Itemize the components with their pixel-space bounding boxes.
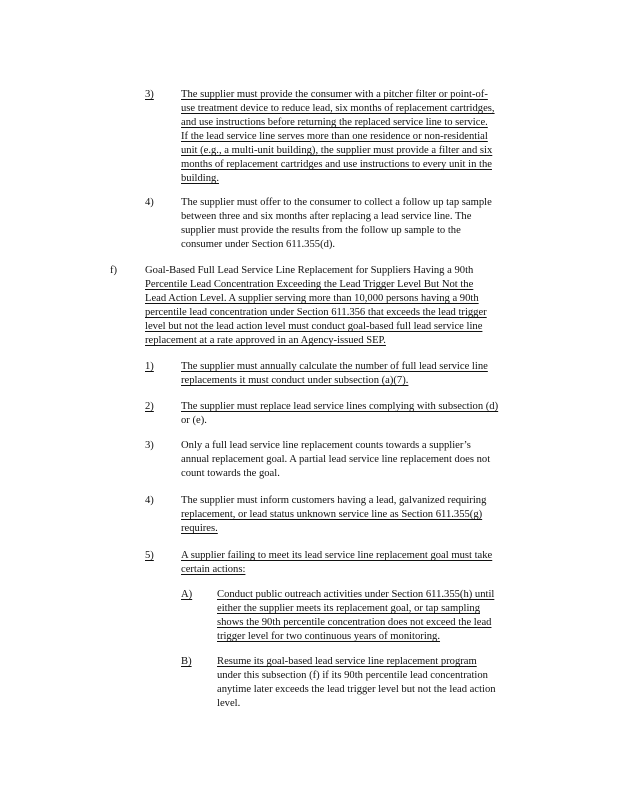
item-number: 4)	[145, 197, 154, 208]
item-number: 3)	[145, 440, 154, 451]
section-label: f)	[110, 265, 118, 276]
item-text: The supplier must inform customers having a lead, galvanized requiring replacement, or lead status unknown service line as Section 611.355(g) requires.	[181, 495, 487, 534]
item-text: The supplier must annually calculate the number of full lead service line replacements it must conduct under subsection (a)(7).	[181, 361, 488, 386]
subitem-letter: B)	[181, 656, 192, 667]
item-text: Only a full lead service line replacement counts towards a supplier’s annual replacement goal. A partial lead service line replacement does not count towards the goal.	[181, 440, 491, 479]
subitem-letter: A)	[181, 589, 193, 600]
subitem-text: Resume its goal-based lead service line replacement program under this subsection (f) if its 90th percentile lead concentration anytime later exceeds the lead trigger level but not the lead action level.	[217, 656, 496, 709]
item-text: The supplier must replace lead service lines complying with subsection (d) or (e).	[181, 401, 499, 426]
item-text: The supplier must provide the consumer with a pitcher filter or point-of- use treatment device to reduce lead, six months of replacement cartridges, and use instructions before returning the replaced service line to service. If the lead service line serves more than one residence or non-residential unit (e.g., a multi-unit building), the supplier must provide a filter and six months of replacement cartridges and use instructions to every unit in the building.	[181, 89, 495, 184]
item-number: 2)	[145, 401, 154, 412]
item-number: 3)	[145, 89, 154, 100]
item-text: The supplier must offer to the consumer to collect a follow up tap sample between three and six months after replacing a lead service line. The supplier must provide the results from the follow up sample to the consumer under Section 611.355(d).	[181, 197, 492, 250]
section-heading-text: Goal-Based Full Lead Service Line Replacement for Suppliers Having a 90th Percentile Lead Concentration Exceeding the Lead Trigger Level But Not the Lead Action Level. A supplier serving more than 10,000 persons having a 90th percentile lead concentration under Section 611.356 that exceeds the lead trigger level but not the lead action level must conduct goal-based full lead service line replacement at a rate approved in an Agency-issued SEP.	[145, 265, 487, 346]
item-text: A supplier failing to meet its lead service line replacement goal must take certain actions:	[181, 550, 493, 575]
item-number: 1)	[145, 361, 154, 372]
item-number: 5)	[145, 550, 154, 561]
subitem-text: Conduct public outreach activities under Section 611.355(h) until either the supplier meets its replacement goal, or tap sampling shows the 90th percentile concentration does not exceed the lead trigger level for two continuous years of monitoring.	[217, 589, 495, 642]
item-number: 4)	[145, 495, 154, 506]
